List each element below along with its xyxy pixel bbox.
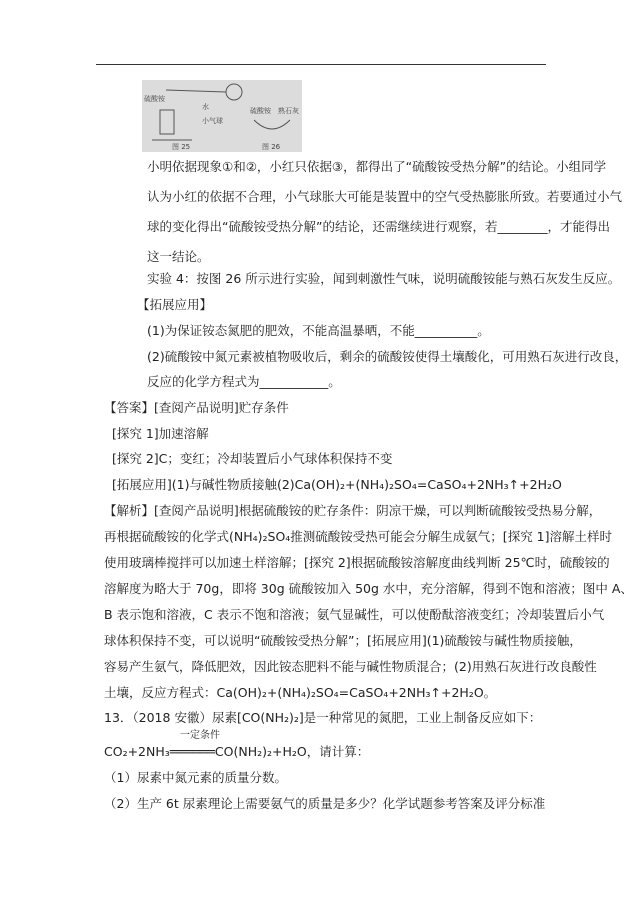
- text-line: 溶解度为略大于 70g，即将 30g 硫酸铵加入 50g 水中，充分溶解，得到不饱和溶液；图中 A、: [104, 581, 633, 596]
- header-rule: [96, 64, 546, 65]
- sub-question: （2）生产 6t 尿素理论上需要氨气的质量是多少？化学试题参考答案及评分标准: [104, 796, 546, 811]
- text-line: B 表示饱和溶液，C 表示不饱和溶液；氨气显碱性，可以使酚酞溶液变红；冷却装置后小气: [104, 607, 605, 622]
- text-line: 认为小红的依据不合理，小气球胀大可能是装置中的空气受热膨胀所致。若要通过小气: [147, 189, 623, 204]
- section-heading: 【拓展应用】: [137, 297, 213, 312]
- text-line: [拓展应用](1)与碱性物质接触(2)Ca(OH)₂+(NH₄)₂SO₄=CaSO₄+2NH₃↑+2H₂O: [112, 477, 562, 492]
- figure-caption-26: 图 26: [262, 143, 281, 151]
- figure-label: 水: [202, 103, 209, 111]
- text-line: 再根据硫酸铵的化学式(NH₄)₂SO₄推测硫酸铵受热可能会分解生成氨气；[探究 1]溶解土样时: [104, 529, 612, 544]
- figure-label: 小气球: [202, 117, 223, 125]
- figure-caption-25: 图 25: [172, 143, 191, 151]
- text-line: 容易产生氨气，降低肥效，因此铵态肥料不能与碱性物质混合；(2)用熟石灰进行改良酸性: [104, 659, 597, 674]
- reaction-equation: CO₂+2NH₃══════CO(NH₂)₂+H₂O，请计算：: [104, 744, 370, 759]
- text-line: 反应的化学方程式为___________。: [147, 374, 341, 389]
- text-line: 土壤，反应方程式：Ca(OH)₂+(NH₄)₂SO₄=CaSO₄+2NH₃↑+2H₂O。: [104, 685, 497, 700]
- text-line: 实验 4：按图 26 所示进行实验，闻到刺激性气味，说明硫酸铵能与熟石灰发生反应。: [147, 271, 621, 286]
- text-line: 球的变化得出“硫酸铵受热分解”的结论，还需继续进行观察，若________，才能得出: [147, 219, 610, 234]
- text-line: 球体积保持不变，可以说明“硫酸铵受热分解”；[拓展应用](1)硫酸铵与碱性物质接触，: [104, 633, 582, 648]
- figure-label: 熟石灰: [278, 107, 299, 115]
- text-line: 这一结论。: [147, 249, 210, 264]
- text-line: [探究 2]C；变红；冷却装置后小气球体积保持不变: [112, 451, 393, 466]
- sub-question: （1）尿素中氮元素的质量分数。: [104, 770, 287, 785]
- text-line: (1)为保证铵态氮肥的肥效，不能高温暴晒，不能__________。: [147, 323, 490, 338]
- question-13: 13．（2018 安徽）尿素[CO(NH₂)₂]是一种常见的氮肥，工业上制备反应如下：: [104, 710, 542, 725]
- experiment-figure: [142, 80, 302, 152]
- figure-label: 硫酸铵: [144, 95, 165, 103]
- text-line: 小明依据现象①和②，小红只依据③，都得出了“硫酸铵受热分解”的结论。小组同学: [147, 159, 607, 174]
- text-line: (2)硫酸铵中氮元素被植物吸收后，剩余的硫酸铵使得土壤酸化，可用熟石灰进行改良，: [147, 349, 628, 364]
- text-line: 使用玻璃棒搅拌可以加速土样溶解；[探究 2]根据硫酸铵溶解度曲线判断 25℃时，硫酸铵的: [104, 555, 610, 570]
- analysis-heading: 【解析】[查阅产品说明]根据硫酸铵的贮存条件：阴凉干燥，可以判断硫酸铵受热易分解，: [104, 503, 602, 518]
- reaction-condition: 一定条件: [180, 730, 220, 741]
- answer-heading: 【答案】[查阅产品说明]贮存条件: [104, 400, 289, 415]
- text-line: [探究 1]加速溶解: [112, 426, 209, 441]
- figure-label: 硫酸铵: [250, 107, 271, 115]
